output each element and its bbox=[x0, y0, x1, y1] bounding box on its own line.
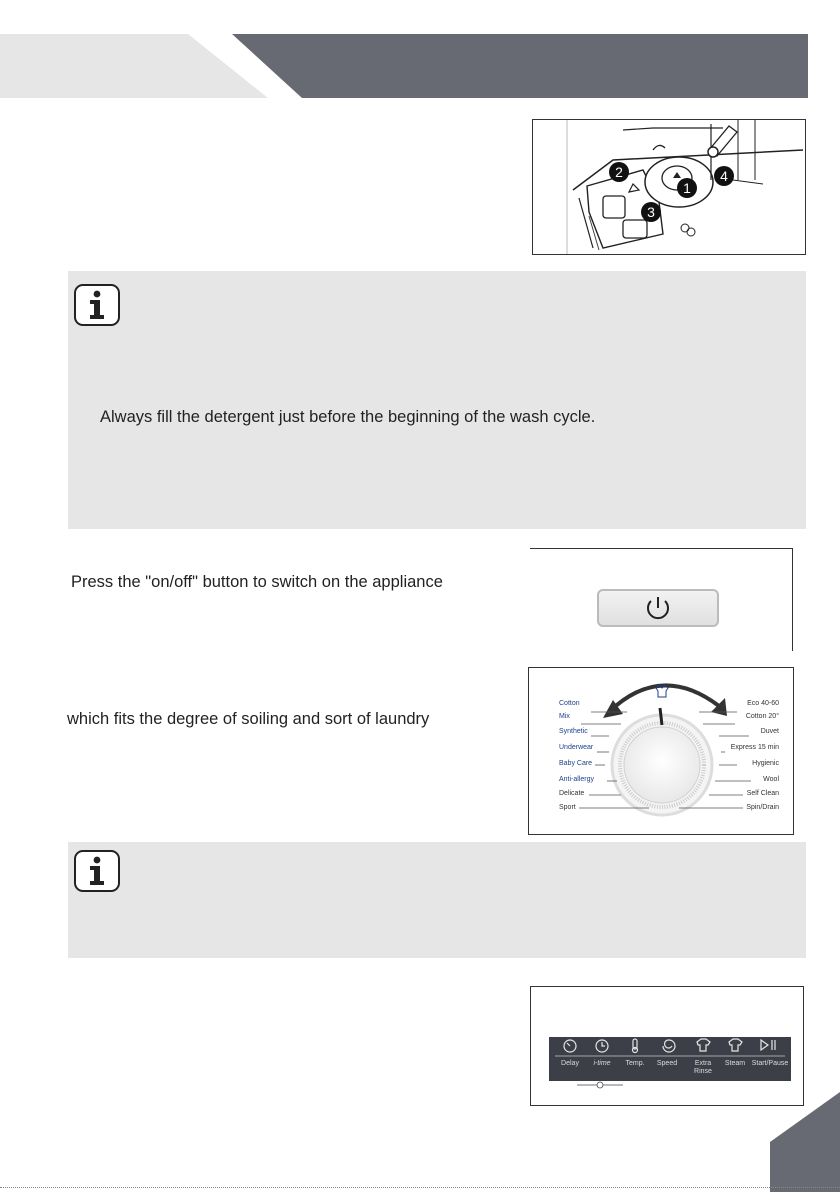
dial-left-program: Baby Care bbox=[559, 760, 593, 767]
spin-icon bbox=[663, 1040, 675, 1052]
start-pause-icon bbox=[761, 1040, 768, 1050]
delay-icon-hand bbox=[567, 1043, 570, 1046]
clock-icon-hand bbox=[602, 1042, 605, 1046]
power-step-text: Press the "on/off" button to switch on the appliance bbox=[71, 573, 443, 591]
dial-right-program: Self Clean bbox=[746, 790, 779, 797]
dial-left-program: Delicate bbox=[559, 790, 585, 797]
power-icon bbox=[599, 591, 717, 625]
dial-left-program: Mix bbox=[559, 713, 570, 720]
info-icon bbox=[74, 284, 120, 326]
control-label-extra-rinse: Extra Rinse bbox=[694, 1060, 712, 1075]
callout-2: 2 bbox=[615, 164, 623, 180]
control-label-temp: Temp. bbox=[625, 1060, 645, 1067]
steam-icon bbox=[729, 1039, 742, 1051]
control-label-start-pause: Start/Pause bbox=[751, 1060, 789, 1067]
dial-left-program: Cotton bbox=[559, 700, 580, 707]
info-icon bbox=[74, 850, 120, 892]
dial-right-program: Wool bbox=[763, 776, 779, 783]
time-slider-icon bbox=[575, 1081, 635, 1091]
control-label-steam: Steam bbox=[724, 1060, 746, 1067]
power-button-figure bbox=[530, 548, 793, 651]
detergent-tip-text: Always fill the detergent just before the beginning of the wash cycle. bbox=[100, 408, 596, 426]
dial-right-program: Express 15 min bbox=[730, 744, 779, 751]
dial-right-program: Cotton 20° bbox=[745, 713, 779, 720]
dial-right-program: Hygienic bbox=[752, 760, 779, 767]
dial-right-program: Eco 40-60 bbox=[747, 700, 779, 707]
control-label-speed: Speed bbox=[656, 1060, 678, 1067]
dial-right-program: Duvet bbox=[760, 728, 779, 735]
extra-rinse-icon bbox=[697, 1039, 710, 1051]
page-bottom-rule bbox=[0, 1187, 840, 1188]
control-panel-strip bbox=[549, 1037, 791, 1081]
dial-right-program: Spin/Drain bbox=[746, 804, 779, 811]
header-tab-light bbox=[0, 34, 268, 98]
page-corner-tab bbox=[770, 1092, 840, 1192]
dial-left-program: Sport bbox=[559, 804, 576, 811]
control-label-delay: Delay bbox=[561, 1060, 579, 1067]
callout-3: 3 bbox=[647, 204, 655, 220]
header-tab-dark bbox=[232, 34, 808, 98]
callout-1: 1 bbox=[683, 180, 691, 196]
dial-left-program: Underwear bbox=[559, 744, 594, 751]
dial-left-program: Synthetic bbox=[559, 728, 588, 735]
control-label-itime: i-time bbox=[593, 1060, 611, 1067]
control-panel-figure bbox=[530, 986, 804, 1106]
detergent-drawer-figure bbox=[532, 119, 806, 255]
callout-4: 4 bbox=[720, 168, 728, 184]
info-note-detergent bbox=[68, 271, 806, 529]
dial-left-program: Anti-allergy bbox=[559, 776, 595, 783]
program-dial-figure bbox=[528, 667, 794, 835]
program-step-text: which fits the degree of soiling and sort of laundry bbox=[67, 710, 430, 728]
info-note-program bbox=[68, 842, 806, 958]
power-button bbox=[597, 589, 719, 627]
